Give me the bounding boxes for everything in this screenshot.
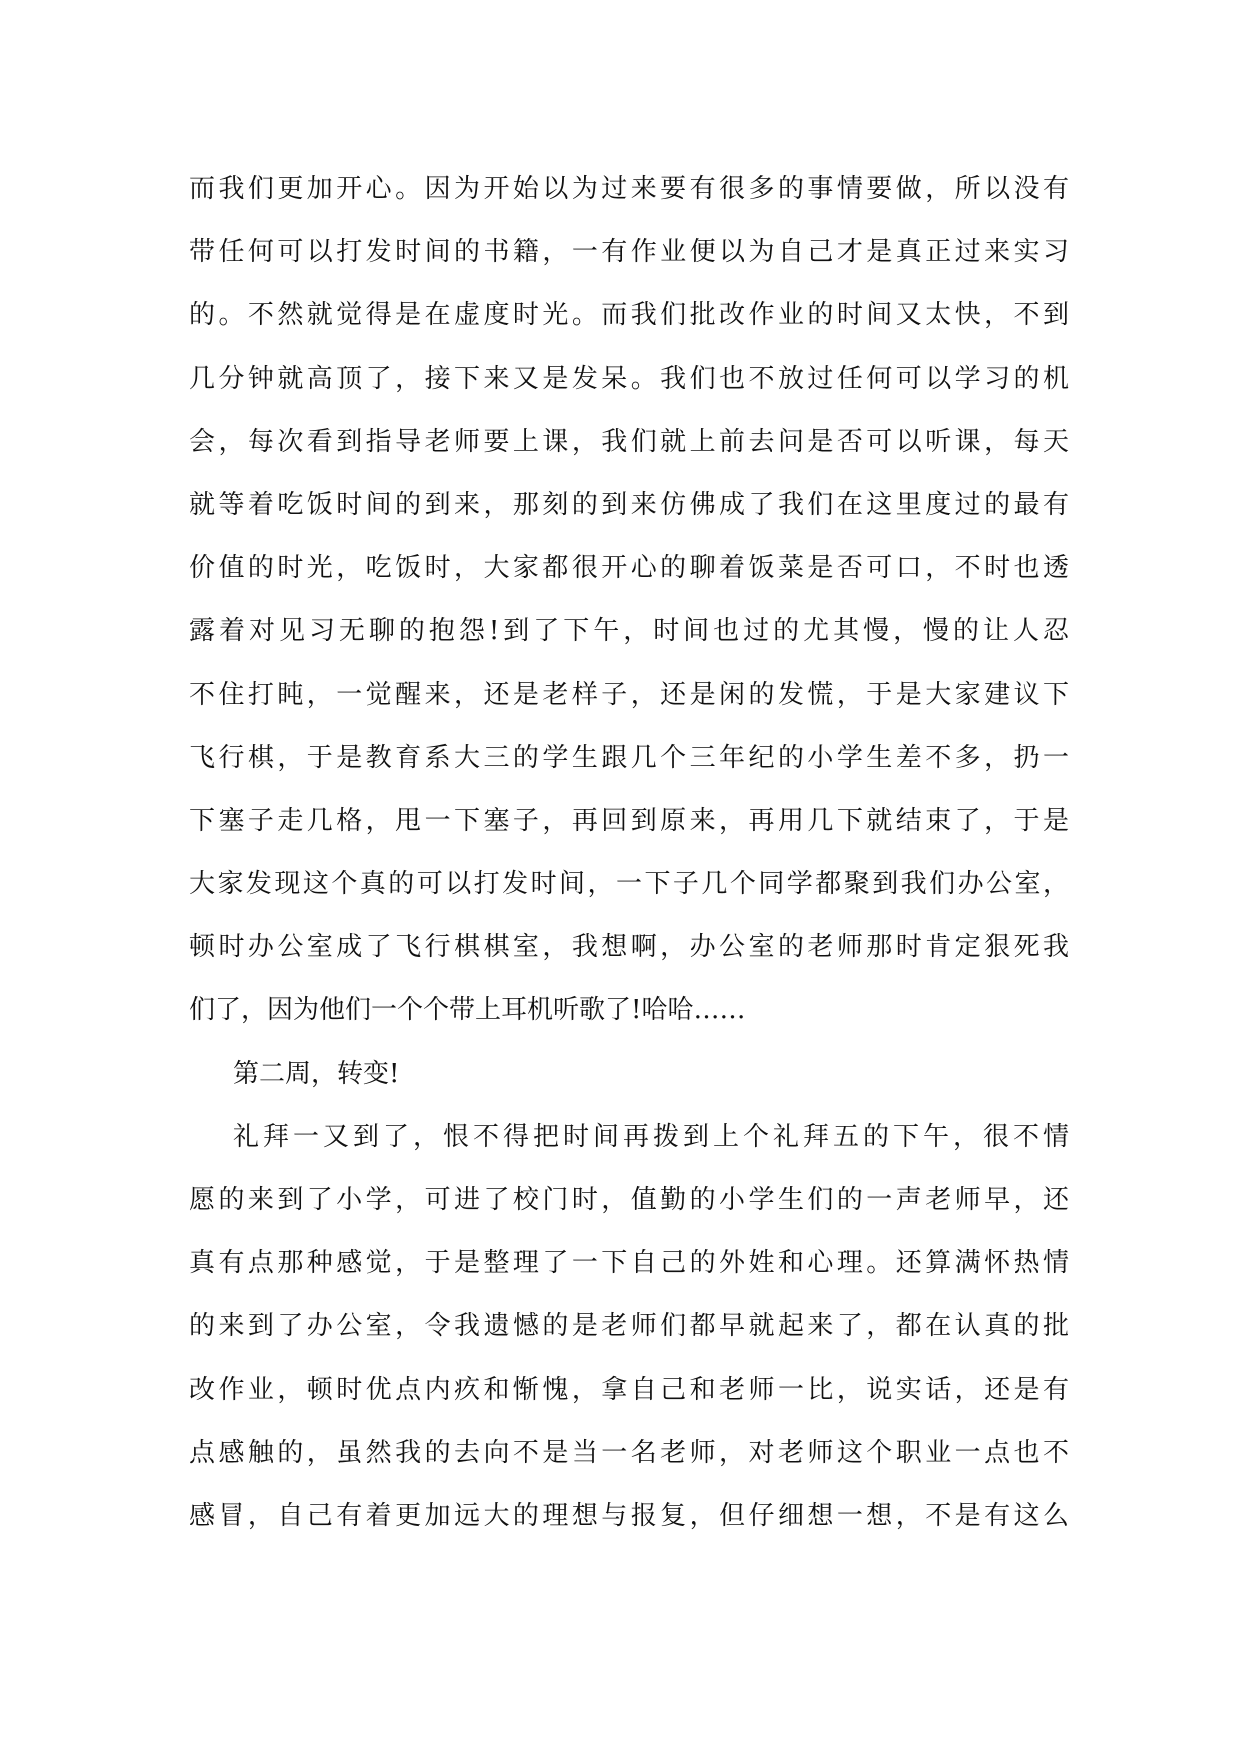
text-line: 会，每次看到指导老师要上课，我们就上前去问是否可以听课，每天 — [189, 426, 1069, 457]
text-line: 露着对见习无聊的抱怨!到了下午，时间也过的尤其慢，慢的让人忍 — [189, 616, 1069, 647]
paragraph-2-heading — [189, 1043, 1069, 1106]
section-heading: 第二周，转变! — [233, 1058, 400, 1089]
text-line: 就等着吃饭时间的到来，那刻的到来仿佛成了我们在这里度过的最有 — [189, 489, 1069, 520]
text-line: 愿的来到了小学，可进了校门时，值勤的小学生们的一声老师早，还 — [189, 1185, 1069, 1215]
text-line: 带任何可以打发时间的书籍，一有作业便以为自己才是真正过来实习 — [189, 237, 1069, 268]
text-line: 的来到了办公室，令我遗憾的是老师们都早就起来了，都在认真的批 — [189, 1311, 1069, 1342]
text-line: 大家发现这个真的可以打发时间，一下子几个同学都聚到我们办公室， — [189, 869, 1069, 900]
text-line: 飞行棋，于是教育系大三的学生跟几个三年纪的小学生差不多，扔一 — [189, 742, 1069, 773]
text-line: 不住打盹，一觉醒来，还是老样子，还是闲的发慌，于是大家建议下 — [189, 679, 1069, 710]
text-line: 而我们更加开心。因为开始以为过来要有很多的事情要做，所以没有 — [189, 174, 1069, 204]
paragraph-1 — [189, 158, 1069, 1043]
text-line: 顿时办公室成了飞行棋棋室，我想啊，办公室的老师那时肯定狠死我 — [189, 932, 1069, 963]
body-text — [189, 158, 1069, 1548]
text-line: 点感触的，虽然我的去向不是当一名老师，对老师这个职业一点也不 — [189, 1437, 1069, 1468]
text-line: 们了，因为他们一个个带上耳机听歌了!哈哈…… — [189, 995, 746, 1026]
text-line: 价值的时光，吃饭时，大家都很开心的聊着饭菜是否可口，不时也透 — [189, 553, 1069, 584]
text-line: 几分钟就高顶了，接下来又是发呆。我们也不放过任何可以学习的机 — [189, 363, 1069, 394]
text-line: 真有点那种感觉，于是整理了一下自己的外姓和心理。还算满怀热情 — [189, 1248, 1069, 1279]
text-line: 改作业，顿时优点内疚和惭愧，拿自己和老师一比，说实话，还是有 — [189, 1374, 1069, 1405]
text-line: 礼拜一又到了，恨不得把时间再拨到上个礼拜五的下午，很不情 — [233, 1121, 1069, 1152]
text-line: 感冒，自己有着更加远大的理想与报复，但仔细想一想，不是有这么 — [189, 1500, 1069, 1531]
text-line: 下塞子走几格，甩一下塞子，再回到原来，再用几下就结束了，于是 — [189, 805, 1069, 836]
text-line: 的。不然就觉得是在虚度时光。而我们批改作业的时间又太快，不到 — [189, 300, 1069, 331]
paragraph-3 — [189, 1106, 1069, 1548]
